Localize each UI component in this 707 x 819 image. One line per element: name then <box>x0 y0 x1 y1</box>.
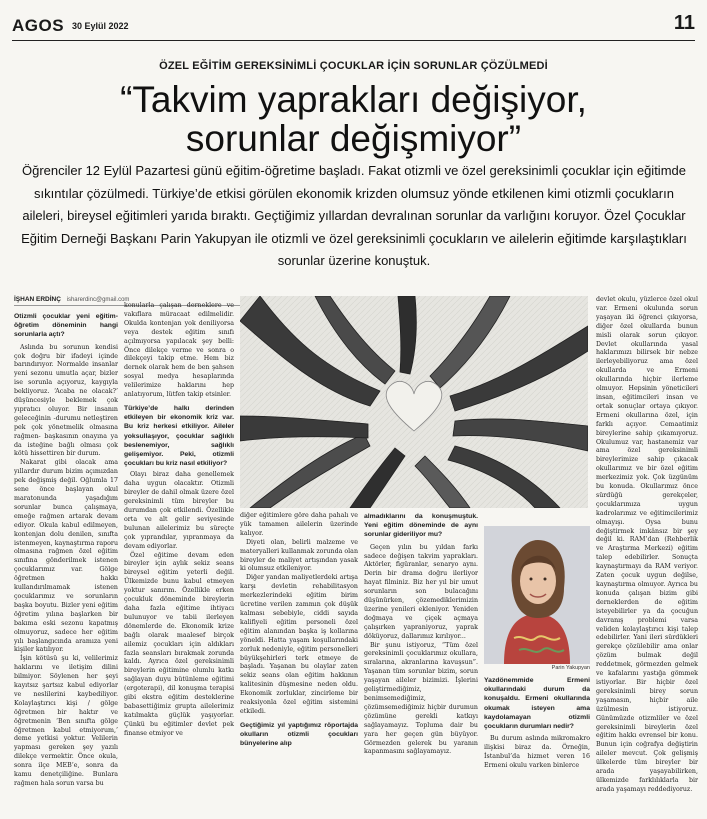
question-1: Otizmli çocuklar yeni eğitim-öğretim döneminin hangi sorunlarla açtı? <box>14 313 118 339</box>
column-4 <box>364 512 478 802</box>
paragraph: diğer eğitimlere göre daha pahalı ve yük tamamen ailelerin üzerinde kalıyor. <box>240 512 358 537</box>
paragraph: Olayı biraz daha genellemek daha uygun olacaktır. Otizmli bireyler de dahil olmak üzere özel gereksinimli tüm bireyler bu durumdan çok etkilendi. Özellikle orta ve alt gelir seviyesinde bulunan ailelerimiz bu süreçte çok yıprandılar, yıpranmaya da devam ediyorlar. <box>124 471 234 550</box>
paragraph: Özel eğitime devam eden bireyler için aylık sekiz seans bireysel eğitim yeterli değil. Ülkemizde bunu kabul etmeyen yoktur sanırım. Özellikle erken çocukluk döneminde bireylerin daha fazla eğitime ihtiyacı bulunuyor ve tabii ilerleyen dönemlerde de. Ekonomik krize bağlı olarak maalesef birçok ailemiz çocukları için aldıkları fazla seansları bırakmak zorunda kaldı. Ayrıca özel gereksinimli bireylerin eğitimine olumlu katkı sağlayan duyu bütünleme eğitimi (ergoterapi), dil konuşma terapisi gibi ekstra eğitim desteklerine babasettiğimiz grupta ailelerimiz katılmakta güçlük yaşıyorlar. Çünkü bu eğitimler devlet pek finanse etmiyor ve <box>124 551 234 737</box>
portrait-svg <box>484 526 590 664</box>
question-3-continued: almadıklarını da konuşmuştuk. Yeni eğitim döneminde de aynı sorunlar gideriliyor mu? <box>364 513 478 539</box>
byline-name: İŞHAN ERDİNÇ <box>14 296 61 303</box>
question-3: Geçtiğimiz yıl yaptığımız röportajda okulların otizmli çocukları bünyelerine alıp <box>240 721 358 748</box>
paragraph: konularla çalışan derneklere ve vakıflara müracaat edilmelidir. Okulda kontenjan yok deniliyorsa veya destek eğitim sınıfı açılmıyorsa yapılacak şey belli: Önce dilekçe verme ve sonra o dilekçeyi takip etme. Hem biz dernek olarak hem de ben şahsen sosyal medya hesaplarında velilerimize haklarını hep anlatıyorum, lütfen takip etsinler. <box>124 302 234 399</box>
paragraph: Diyeti olan, belirli malzeme ve materyalleri kullanmak zorunda olan bireyler de maliyet artışından yasak ki olumsuz etkileniyor. <box>240 538 358 573</box>
headline-line-1: “Takvim yaprakları değişiyor, <box>120 79 587 120</box>
paragraph: Diğer yandan maliyetlerdeki artışa karşı devletin rehabilitasyon merkezlerindeki eğitim birim ücretine verilen zammın çok düşük kalması sebebiyle, ciddi sayıda kalifiyeli eğitim personeli özel eğitim alanından başka iş kollarına yöneldi. Hatta yaşam koşullarındaki zorluk nedeniyle, eğitim personelleri büyükşehirleri terk etmeye de başladı. Yaşanan bu olaylar zaten sekiz seans olan eğitim hakkının kalitesinin düşmesine neden oldu. Ekonomik zorluklar, zincirleme bir reaksiyonla özel eğitim sistemini etkiledi. <box>240 574 358 715</box>
deck: Öğrenciler 12 Eylül Pazartesi günü eğitim-öğretime başladı. Fakat otizmli ve özel gereksinimli çocuklar için eğitimde sıkıntılar çözülmedi. Türkiye’de etkisi görülen ekonomik krizden olumsuz yönde etkilenen kimi otizmli çocukların aileleri, bireysel eğitimleri yarıda bıraktı. Geçtiğimiz yıllardan devralınan sorunlar da varlığını koruyor. Özel Çocuklar Eğitim Derneği Başkanı Parin Yakupyan ile otizmli ve özel gereksinimli çocukların ve ailelerin eğitimde karşılaştıkları sorunlar üzerine konuştuk. <box>21 163 687 268</box>
headline-line-2: sorunlar değişmiyor” <box>185 118 522 159</box>
column-3 <box>240 512 358 802</box>
paragraph: Nakarat gibi olacak ama yıllardır durum bizim açımızdan pek değişmiş değil. Oğlumla 17 sene önce başlayan okul maratonunda yaşadığım sorunlar bunca çalışmaya, emeğe rağmen artarak devam ediyor. Okula kabul edilmeyen, kontenjan dolu denilen, sınıfta istenmeyen, kaynaştırma raporu olmasına rağmen özel eğitim sınıfına gönderilmek istenen çocuklarımız var. Gölge öğretmen hakkı kullandırılmamak istenen çocuklarımız ve sorunların başka boyutu. Bizler yeni eğitim öğretim yılına başlarken bir bakıma eski sezonu kapatmış olmuyoruz, sadece her eğitim yılı başlangıcında aramıza yeni kişiler katılıyor. <box>14 459 118 654</box>
portrait-photo <box>484 526 590 664</box>
column-2 <box>124 302 234 802</box>
paragraph: Aslında bu sorunun kendisi çok doğru bir ifadeyi içinde barındırıyor. Normalde insanlar yeni sezonu umutla açar, bizler ise sorunla açıyoruz, kaygıyla bekliyoruz. ‘Acaba ne olacak?’ düşüncesiyle beklemek çok yıpratıcı oluyor. Bir insanın geleceğinin -durumu netleştiren pek çok yönetmelik olmasına rağmen- başkasının onayına ya da isteğine bağlı olması çok kötü hissettiren bir durum. <box>14 343 118 458</box>
paragraph: Geçen yılın bu yıldan farkı sadece değişen takvim yaprakları. Aktörler, figüranlar, senaryo aynı. Derin bir drama doğru ilerliyor hayat filminiz. Biz her yıl bir umut sorunların son bulacağını düşünürken, çözemediklerimizin üzerine yenileri ekleniyor. Yeniden doğmaya ve çiçek açmaya çalışırken yapraniyoruz, yaprak döküyoruz, dallarımız kırılıyor... <box>364 543 478 640</box>
column-1 <box>14 312 118 802</box>
masthead <box>12 14 695 41</box>
column-5 <box>484 676 590 802</box>
byline-email: isharerdinc@gmail.com <box>66 297 130 303</box>
newspaper-logo: AGOS <box>12 16 65 35</box>
issue-date: 30 Eylül 2022 <box>72 21 129 31</box>
paragraph: devlet okulu, yüzlerce özel okul var. Ermeni okulunda sorun yaşayan iki öğrenci çıkıyorsa, diğer özel okullarda bunun misli olarak sorun çıkıyor. Devlet okullarında yasal haklarımızı bilirsek bir nebze ilerleyebiliyoruz ama özel okullarda ve Ermeni okullarında hiçbir ilerleme olmuyor. Hepsinin yöneticileri insan, eğitimcileri insan ve ortak sonuçlar ortaya çıkıyor. Ermeni okullarına özel, için farklı açıyor. Cemaatimiz bireylerine sahip çıkamıyoruz. Okulumuz var, hastanemiz var ama özel gereksinimli bireylerimize sahip çıkacak okullarımız ve bir özel eğitim merkezimiz yok. Çok üzgünüm bu konuda. Okullarımız önce sürdüğü gerekçeler, çocuklarımıza uygun kadrolarımız ve eğitimcilerimiz olmayışı. Oysa bunu değiştirmek imkânsız bir şey değil ki. RAM’dan (Rehberlik ve Araştırma Merkezi) eğitim talep edebilirler. Sonuçta kaynaştırmayı da RAM veriyor. Zaten çocuk uygun değilse, kaynaştırma olmuyor. Ayrıca bu konuda çalışan bizim gibi derneklerden de eğitim isteyebilirler ya da çocuğun davranış problemi varsa veliden kolaylaştırıcı kişi talep edebilirler. Yani ileri sürdükleri gerekçe çözülebilir ama onlar çözüm bulmak değil reddetmek, görmezden gelmek ve kafalarını yastığa gömmek istiyorlar. Bir hiçbir özel gereksinimli birey sorun yaşamasın, hiçbir aile üzülmesin istiyoruz. Günümüzde otizmliler ve özel gereksinimli bireylerin özel eğitim hakkı evrensel bir konu. Bunun için coğrafya değiştirin aileler mevcut. Çok gelişmiş ülkelerde tüm bireyler bir arada yaşayabilirken, ülkemizde farklılıklarla bir arada yaşamayı reddediyoruz. <box>596 296 698 793</box>
illustration-svg <box>240 296 588 508</box>
question-2: Türkiye’de halkı derinden etkileyen bir ekonomik kriz var. Bu kriz herkesi etkiliyor. Aileler yoksullaşıyor, çocuklar sağlıklı beslenemiyor, sağlıklı gelişemiyor. Peki, otizmli çocukları bu kriz nasıl etkiliyor? <box>124 404 234 468</box>
paragraph: İşin kötüsü şu ki, velilerimiz haklarını ve iletişim dilini bilmiyor. Söylenen her şeyi kayıtsız şartsız kabul ediyorlar ve neslilerini kaybediliyor. Kolaylaştırıcı kişi / gölge öğretmen bir haktır ve öğretmenin ‘Ben sınıfta gölge öğretmen kabul etmiyorum,’ deme yetkisi yoktur. Velilerin yapması gereken şey yazılı dilekçe vermektir. Önce okula, sonra ilçe MEB’e, sonra da kamu denetçiliğine. Bunlara rağmen hala sorun varsa bu <box>14 655 118 788</box>
photo-caption: Parin Yakupyan <box>551 665 590 671</box>
paragraph: Bir şunu istiyoruz, “Tüm özel gereksinimli çocuklarımız okullara, sıralarına, akranlarına kavuşsun”. Yaşanan tüm sorunlar bizim, sorun yaşayan aileler bizimizi. İşlerini geliştirmediğimiz, benimsemediğimiz, çözümsemediğimiz hiçbir durumun çözümüne gerekli katkıyı sağlayamayız. Topluma dair bu yara her geçen gün büyüyor. Görmezden gelerek bu yaranın kapanmasını sağlayamayız. <box>364 641 478 756</box>
column-6 <box>596 296 698 802</box>
kicker: ÖZEL EĞİTİM GEREKSİNİMLİ ÇOCUKLAR İÇİN SORUNLAR ÇÖZÜLMEDİ <box>159 60 548 72</box>
question-4: Yazdönemmide Ermeni okullarındaki durum da konuşaldu. Ermeni okullarında okumak isteyen ama kaydolamayan otizmli çocukların durumları nedir? <box>484 677 590 731</box>
hands-heart-illustration <box>240 296 588 508</box>
paragraph: Bu durum aslında mikromakro ilişkisi biraz da. Örneğin, İstanbul’da hizmet veren 16 Ermeni okulu varken binlerce <box>484 735 590 769</box>
headline <box>0 80 707 158</box>
page-number: 11 <box>673 12 695 34</box>
